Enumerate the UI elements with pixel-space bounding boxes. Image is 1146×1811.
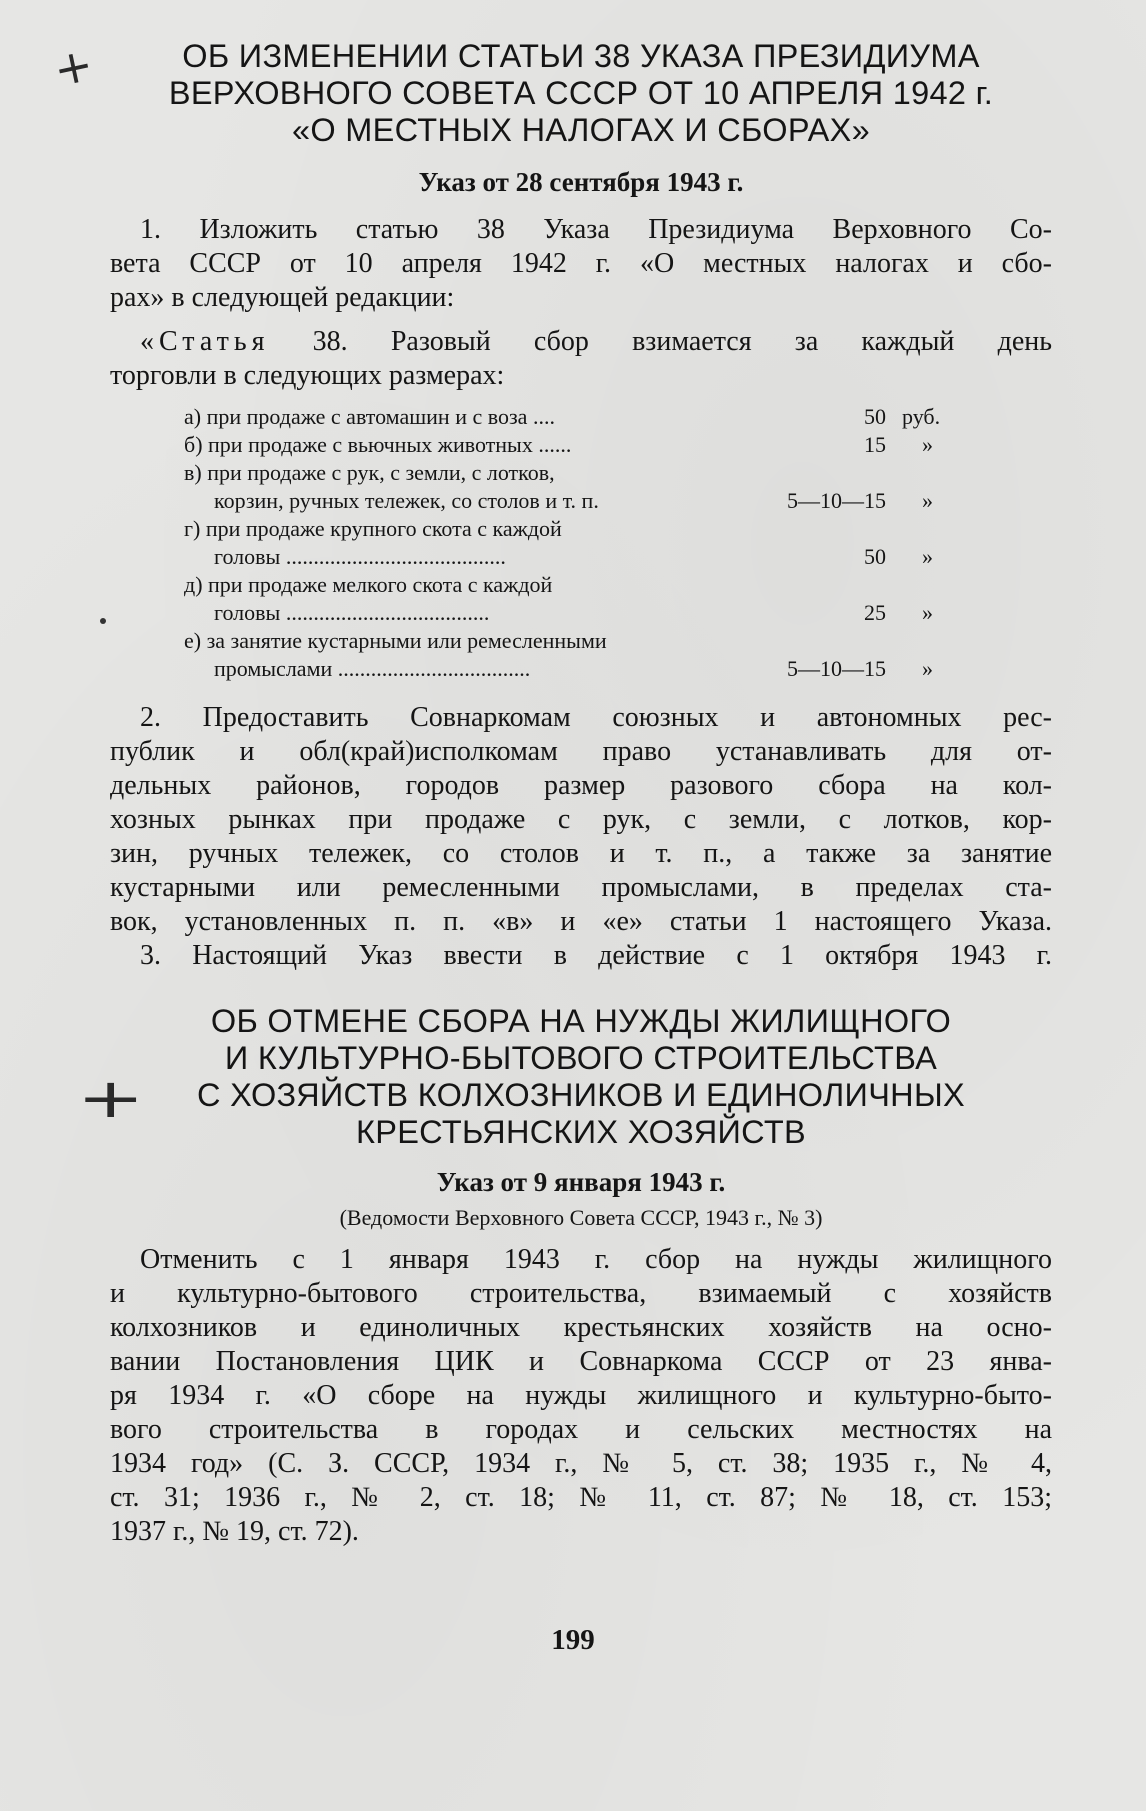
margin-cross-mark-1: + [48, 36, 98, 98]
rate-description [184, 459, 784, 515]
rate-description [184, 431, 784, 459]
rate-description-line: головы ........................................ [214, 544, 506, 569]
item2-line: зин, ручных тележек, со столов и т. п., а также за занятие [110, 838, 1052, 869]
rate-amount: 50 [864, 544, 886, 569]
section2-body-line: 1937 г., № 19, ст. 72). [110, 1516, 359, 1547]
item1-line: вета СССР от 10 апреля 1942 г. «О местных налогах и сбо- [110, 248, 1052, 279]
item2-line: 2. Предоставить Совнаркомам союзных и автономных рес- [140, 702, 1052, 733]
item2-paragraph [110, 701, 1052, 939]
rate-unit: » [922, 600, 933, 625]
rate-row [184, 627, 1050, 683]
rate-row [184, 571, 1050, 627]
rate-description-line: д) при продаже мелкого скота с каждой [184, 572, 553, 597]
section1-heading-line: «О МЕСТНЫХ НАЛОГАХ И СБОРАХ» [291, 112, 871, 148]
rate-row [184, 515, 1050, 571]
rate-description-line: в) при продаже с рук, с земли, с лотков, [184, 460, 555, 485]
rate-description-line: е) за занятие кустарными или ремесленными [184, 628, 607, 653]
rate-unit: » [922, 544, 933, 569]
article-line: торговли в следующих размерах: [110, 360, 505, 391]
rates-list [184, 403, 1050, 683]
item1-line: рах» в следующей редакции: [110, 282, 455, 313]
section1-decree-date: Указ от 28 сентября 1943 г. [418, 167, 744, 197]
rate-amount: 5—10—15 [787, 656, 886, 681]
item3-line: 3. Настоящий Указ ввести в действие с 1 октября 1943 г. [140, 940, 1052, 971]
rate-description-line: а) при продаже с автомашин и с воза .... [184, 404, 555, 429]
rate-row [184, 403, 1050, 431]
section2-body-line: ря 1934 г. «О сборе на нужды жилищного и культурно-быто- [110, 1380, 1052, 1411]
article-line-rest: 38. Разовый сбор взимается за каждый день [312, 326, 1053, 357]
rate-unit: » [922, 656, 933, 681]
section2-body-line: вого строительства в городах и сельских местностях на [110, 1414, 1052, 1445]
rate-row [184, 459, 1050, 515]
section2-body-line: колхозников и единоличных крестьянских хозяйств на осно- [110, 1312, 1052, 1343]
item2-line: хозных рынках при продаже с рук, с земли, с лотков, кор- [110, 804, 1052, 835]
section2-body-line: Отменить с 1 января 1943 г. сбор на нужды жилищного [140, 1244, 1052, 1275]
section2-decree-date: Указ от 9 января 1943 г. [436, 1167, 726, 1197]
rate-description-line: промыслами ................................... [214, 656, 531, 681]
section2-heading-line: С ХОЗЯЙСТВ КОЛХОЗНИКОВ И ЕДИНОЛИЧНЫХ [196, 1077, 965, 1113]
margin-cross-mark-2: + [76, 1067, 145, 1130]
section1-heading-line: ОБ ИЗМЕНЕНИИ СТАТЬИ 38 УКАЗА ПРЕЗИДИУМА [182, 38, 980, 74]
ink-speck [100, 618, 106, 624]
rate-description-line: г) при продаже крупного скота с каждой [184, 516, 562, 541]
rate-description [184, 515, 784, 571]
section2-body-line: и культурно-бытового строительства, взимаемый с хозяйств [110, 1278, 1052, 1309]
section2-heading-line: И КУЛЬТУРНО-БЫТОВОГО СТРОИТЕЛЬСТВА [224, 1040, 938, 1076]
rate-description-line: корзин, ручных тележек, со столов и т. п. [214, 488, 599, 513]
rate-unit: руб. [902, 404, 941, 429]
rate-description-line: б) при продаже с вьючных животных ...... [184, 432, 572, 457]
item2-line: публик и обл(край)исполкомам право устанавливать для от- [110, 736, 1052, 767]
item2-line: вок, установленных п. п. «в» и «е» статьи 1 настоящего Указа. [110, 906, 1052, 937]
article-label: «Статья [140, 326, 270, 357]
article-line [110, 325, 1052, 359]
section2-body [110, 1243, 1052, 1549]
rate-unit: » [922, 488, 933, 513]
rate-amount: 25 [864, 600, 886, 625]
section2-heading [110, 1003, 1052, 1151]
rate-amount: 50 [864, 404, 886, 429]
item1-paragraph [110, 213, 1052, 315]
rate-unit: » [922, 432, 933, 457]
section1-heading-line: ВЕРХОВНОГО СОВЕТА СССР ОТ 10 АПРЕЛЯ 1942 г. [168, 75, 994, 111]
item2-line: дельных районов, городов размер разового сбора на кол- [110, 770, 1052, 801]
rate-description [184, 627, 784, 683]
section2-heading-line: ОБ ОТМЕНЕ СБОРА НА НУЖДЫ ЖИЛИЩНОГО [210, 1003, 952, 1039]
item3-paragraph [110, 939, 1052, 973]
rate-row [184, 431, 1050, 459]
section2-body-line: 1934 год» (С. З. СССР, 1934 г., № 5, ст. 38; 1935 г., № 4, [110, 1448, 1052, 1479]
section2-heading-line: КРЕСТЬЯНСКИХ ХОЗЯЙСТВ [355, 1114, 806, 1150]
rate-description [184, 403, 784, 431]
section1-heading [110, 38, 1052, 149]
rate-description-line: головы ..................................... [214, 600, 490, 625]
section2-body-line: ст. 31; 1936 г., № 2, ст. 18; № 11, ст. 87; № 18, ст. 153; [110, 1482, 1052, 1513]
rate-description [184, 571, 784, 627]
page-number: 199 [551, 1624, 595, 1656]
rate-amount: 15 [864, 432, 886, 457]
item2-line: кустарными или ремесленными промыслами, в пределах ста- [110, 872, 1052, 903]
article-paragraph [110, 325, 1052, 393]
item1-line: 1. Изложить статью 38 Указа Президиума Верховного Со- [140, 214, 1052, 245]
section2-source: (Ведомости Верховного Совета СССР, 1943 г., № 3) [339, 1205, 823, 1230]
page-content [110, 34, 1052, 1549]
section2-body-line: вании Постановления ЦИК и Совнаркома СССР от 23 янва- [110, 1346, 1052, 1377]
rate-amount: 5—10—15 [787, 488, 886, 513]
